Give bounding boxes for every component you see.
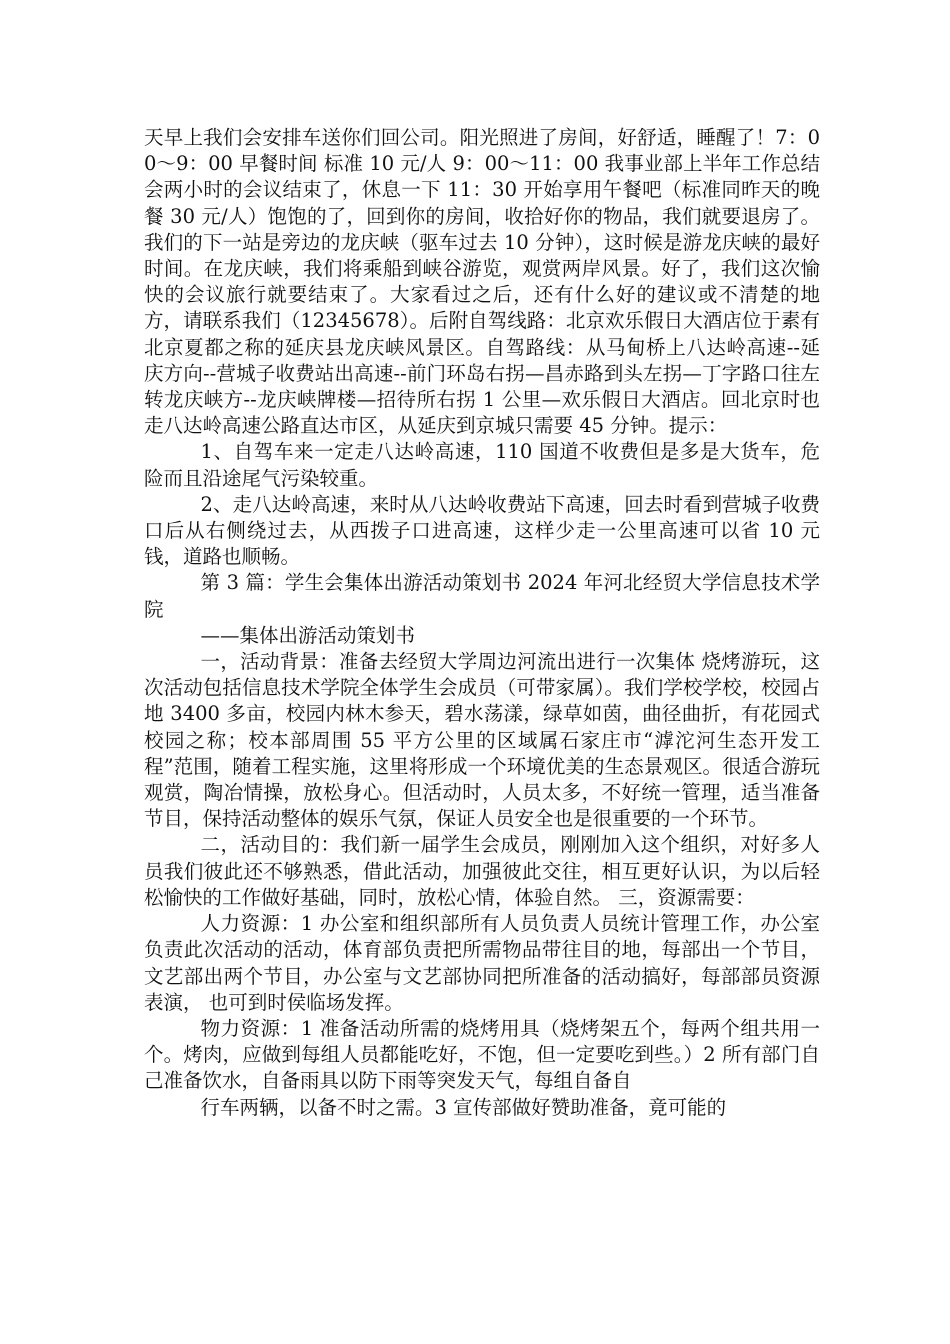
paragraph-continuation: 行车两辆，以备不时之需。3 宣传部做好赞助准备，竟可能的: [200, 1095, 727, 1119]
paragraph-human-resources: 人力资源：1 办公室和组织部所有人员负责人员统计管理工作，办公室负责此次活动的活动，体育部负责把所需物品带往目的地，每部出一个节目，文艺部出两个节目，办公室与文艺部协同把所准备的活动搞好，每部部员资源表演， 也可到时侯临场发挥。: [144, 912, 820, 1014]
paragraph-itinerary: 天早上我们会安排车送你们回公司。阳光照进了房间，好舒适，睡醒了！7：00～9：00 早餐时间 标准 10 元/人 9：00～11：00 我事业部上半年工作总结会两小时的会议结束了，休息一下 11：30 开始享用午餐吧（标准同昨天的晚餐 30 元/人）饱饱的了，回到你的房间，收拾好你的物品，我们就要退房了。我们的下一站是旁边的龙庆峡（驱车过去 10 分钟），这时候是游龙庆峡的最好时间。在龙庆峡，我们将乘船到峡谷游览，观赏两岸风景。好了，我们这次愉快的会议旅行就要结束了。大家看过之后，还有什么好的建议或不清楚的地方，请联系我们（12345678）。后附自驾线路：北京欢乐假日大酒店位于素有北京夏都之称的延庆县龙庆峡风景区。自驾路线：从马甸桥上八达岭高速--延庆方向--营城子收费站出高速--前门环岛右拐—昌赤路到头左拐—丁字路口往左转龙庆峡方--龙庆峡牌楼—招待所右拐 1 公里—欢乐假日大酒店。回北京时也走八达岭高速公路直达市区，从延庆到京城只需要 45 分钟。提示：: [144, 126, 820, 438]
section-heading-3: 第 3 篇：学生会集体出游活动策划书 2024 年河北经贸大学信息技术学院: [144, 571, 820, 621]
paragraph-material-resources: 物力资源：1 准备活动所需的烧烤用具（烧烤架五个，每两个组共用一个。烤肉，应做到每组人员都能吃好，不饱，但一定要吃到些。）2 所有部门自己准备饮水，自备雨具以防下雨等突发天气，每组自备自: [144, 1016, 820, 1093]
paragraph-purpose: 二，活动目的：我们新一届学生会成员，刚刚加入这个组织，对好多人员我们彼此还不够熟悉，借此活动，加强彼此交往，相互更好认识，为以后轻松愉快的工作做好基础，同时，放松心情，体验自然。 三，资源需要：: [144, 833, 820, 909]
paragraph-tip-2: 2、走八达岭高速，来时从八达岭收费站下高速，回去时看到营城子收费口后从右侧绕过去，从西拨子口进高速，这样少走一公里高速可以省 10 元钱，道路也顺畅。: [144, 492, 820, 569]
paragraph-tip-1: 1、自驾车来一定走八达岭高速，110 国道不收费但是多是大货车，危险而且沿途尾气污染较重。: [144, 440, 820, 490]
document-body: [144, 125, 820, 1121]
paragraph-background: 一，活动背景：准备去经贸大学周边河流出进行一次集体 烧烤游玩，这次活动包括信息技术学院全体学生会成员（可带家属）。我们学校学校，校园占地 3400 多亩，校园内林木参天，碧水荡漾，绿草如茵，曲径曲折，有花园式校园之称；校本部周围 55 平方公里的区域属石家庄市“滹沱河生态开发工程”范围，随着工程实施，这里将形成一个环境优美的生态景观区。很适合游玩观赏，陶冶情操，放松身心。但活动时，人员太多，不好统一管理，适当准备节目，保持活动整体的娱乐气氛，保证人员安全也是很重要的一个环节。: [144, 650, 820, 831]
section-subtitle: ——集体出游活动策划书: [200, 623, 416, 647]
